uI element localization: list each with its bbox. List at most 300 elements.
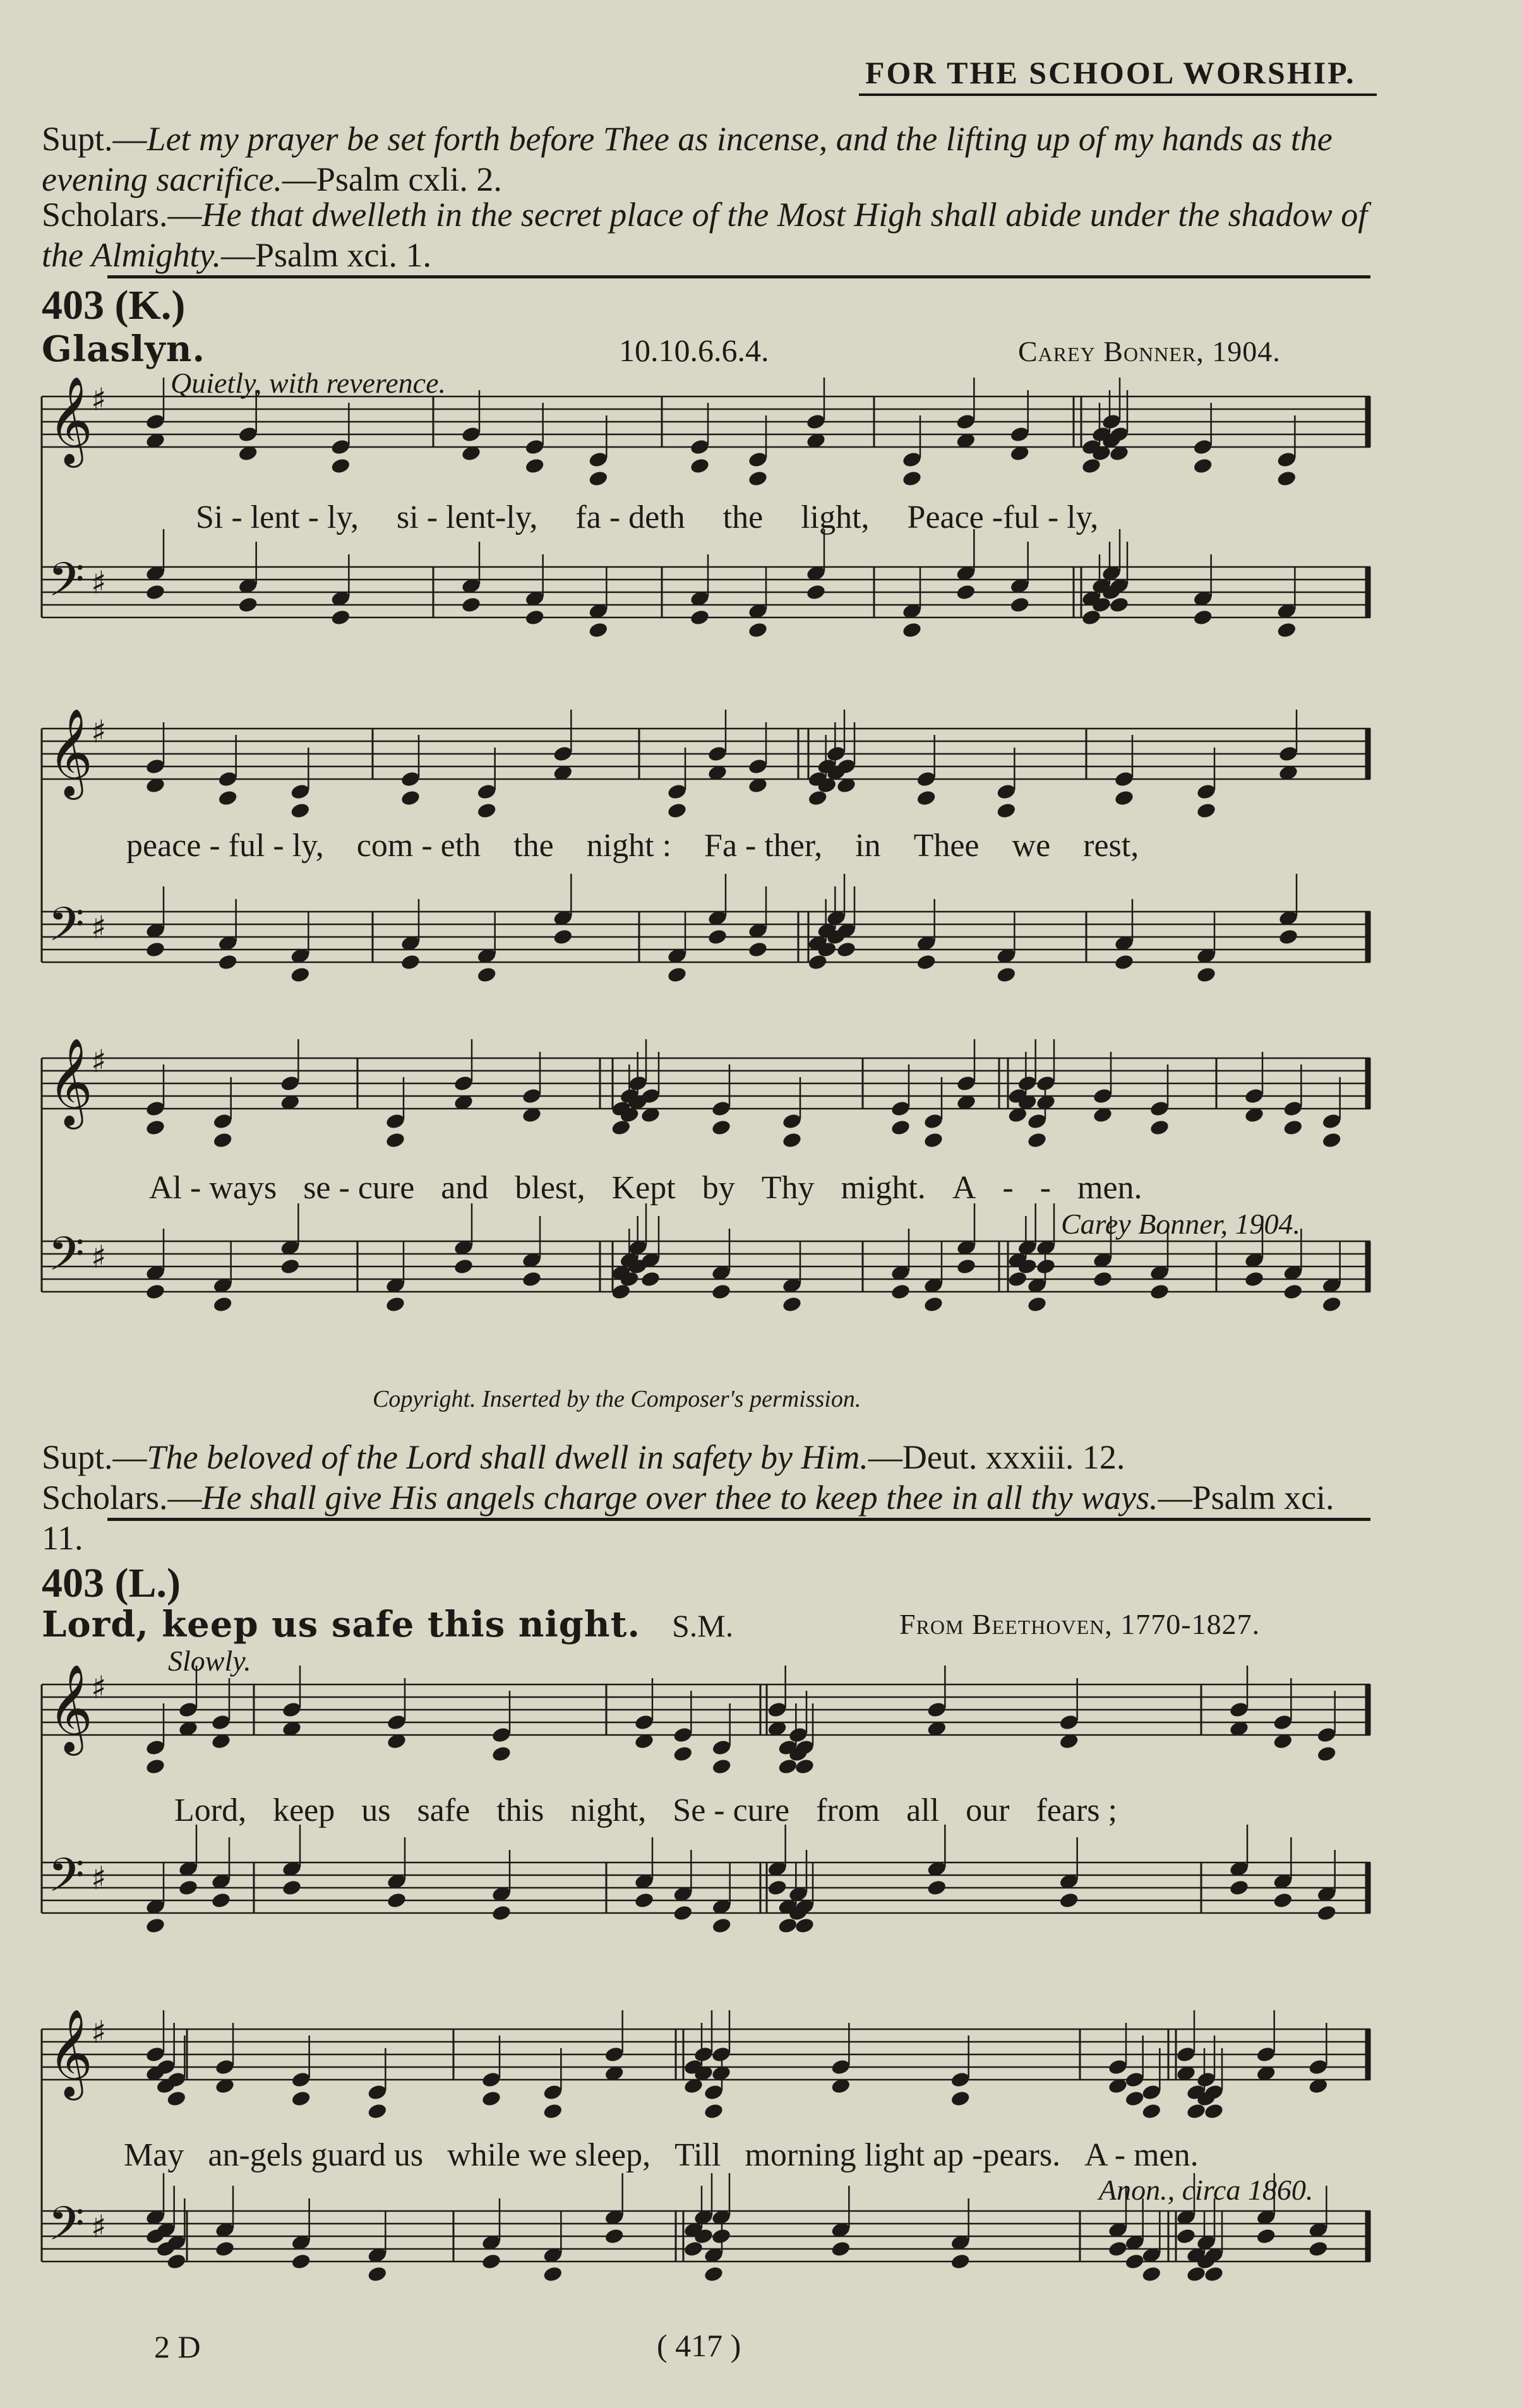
notehead <box>1316 1726 1337 1744</box>
notehead <box>1321 1131 1342 1149</box>
notehead <box>805 583 826 601</box>
notehead <box>689 609 710 626</box>
notehead <box>1243 1270 1264 1288</box>
notehead <box>177 1879 198 1897</box>
notehead <box>1092 1270 1113 1288</box>
notehead <box>460 596 481 614</box>
notehead <box>542 2083 563 2101</box>
notehead <box>145 1119 165 1136</box>
lyric-word: com - eth <box>356 828 481 864</box>
notehead <box>1149 1283 1170 1301</box>
notehead <box>923 1296 944 1313</box>
lyric-word: might. <box>841 1170 926 1206</box>
notehead <box>1321 1296 1342 1313</box>
notehead <box>1058 1714 1079 1731</box>
lyric-word: Thy <box>761 1170 815 1206</box>
notehead <box>400 953 421 971</box>
notehead <box>1009 426 1030 443</box>
treble-clef: 𝄞 <box>48 1664 93 1752</box>
lyric-word: si - lent-ly, <box>397 499 538 535</box>
notehead <box>385 1112 405 1130</box>
notehead <box>1149 1100 1170 1118</box>
notehead <box>145 2046 165 2063</box>
lyric-word: night : <box>586 828 672 864</box>
notehead <box>1308 2058 1329 2076</box>
hymn-number: 403 (L.) <box>42 1560 181 1606</box>
key-sharp: ♯ <box>91 381 107 418</box>
key-sharp: ♯ <box>91 564 107 601</box>
notehead <box>367 2265 388 2283</box>
notehead <box>923 1131 944 1149</box>
lyric-word: A - men. <box>1084 2137 1199 2173</box>
notehead <box>367 2102 388 2120</box>
notehead <box>1283 1100 1303 1118</box>
notehead <box>689 438 710 456</box>
key-sharp: ♯ <box>91 2014 107 2051</box>
tune-name: Glaslyn. <box>42 328 205 370</box>
notehead <box>640 1270 661 1288</box>
notehead <box>711 1739 732 1756</box>
notehead <box>1243 1087 1264 1105</box>
notehead <box>1192 457 1213 475</box>
notehead <box>916 789 937 807</box>
notehead <box>1192 609 1213 626</box>
bass-clef: 𝄢 <box>48 2196 85 2263</box>
lyric-word: A <box>952 1170 976 1206</box>
notehead <box>689 457 710 475</box>
lyric-word: while we sleep, <box>447 2137 651 2173</box>
notehead <box>1316 1745 1337 1763</box>
tune-name: Lord, keep us safe this night. <box>42 1604 640 1645</box>
notehead <box>290 966 311 984</box>
notehead <box>1308 2240 1329 2258</box>
notehead <box>524 609 545 626</box>
notehead <box>1058 1892 1079 1909</box>
author-signature: Anon., circa 1860. <box>1099 2174 1314 2206</box>
response-reference: Psalm cxli. 2. <box>316 160 502 198</box>
notehead <box>711 1758 732 1775</box>
bass-clef: 𝄢 <box>48 552 85 619</box>
treble-clef: 𝄞 <box>48 708 93 796</box>
notehead <box>923 1112 944 1130</box>
lyric-word: Kept <box>611 1170 676 1206</box>
notehead <box>145 1739 165 1756</box>
notehead <box>521 1270 542 1288</box>
tempo-direction: Slowly. <box>168 1645 251 1677</box>
notehead <box>1283 1119 1303 1136</box>
lyric-word: - <box>1002 1170 1014 1206</box>
notehead <box>1273 1714 1293 1731</box>
lyric-word: and <box>441 1170 489 1206</box>
lyric-word: rest, <box>1083 828 1139 864</box>
lyric-word: Lord, <box>174 1792 247 1828</box>
notehead <box>330 438 351 456</box>
notehead <box>524 457 545 475</box>
notehead <box>290 802 311 820</box>
notehead <box>666 802 687 820</box>
notehead <box>145 413 165 431</box>
notehead <box>1321 1112 1342 1130</box>
notehead <box>633 1892 654 1909</box>
notehead <box>1124 2253 1145 2270</box>
notehead <box>830 2240 851 2258</box>
lyric-word: Peace -ful - ly, <box>907 499 1099 535</box>
notehead <box>890 1283 911 1301</box>
lyric-word: peace - ful - ly, <box>126 828 324 864</box>
notehead <box>476 966 497 984</box>
notehead <box>1255 2227 1276 2245</box>
notehead <box>1195 783 1216 801</box>
notehead <box>400 789 421 807</box>
notehead <box>1278 745 1298 763</box>
notehead <box>747 621 768 639</box>
notehead <box>217 770 238 788</box>
notehead <box>1009 596 1030 614</box>
notehead <box>553 745 573 763</box>
meter: 10.10.6.6.4. <box>619 333 769 368</box>
notehead <box>491 1904 512 1922</box>
notehead <box>145 1100 165 1118</box>
lyric-word: light, <box>801 499 870 535</box>
notehead <box>707 928 728 946</box>
notehead <box>521 1087 542 1105</box>
response-text: Let my prayer be set forth before Thee as incense, and the lifting up of my hands as the evening sacrifice. <box>42 120 1333 198</box>
notehead <box>703 2083 724 2101</box>
notehead <box>781 1296 802 1313</box>
key-sharp: ♯ <box>91 1860 107 1897</box>
notehead <box>1026 1112 1047 1130</box>
lyric-word: the <box>722 499 764 535</box>
notehead <box>1278 928 1298 946</box>
notehead <box>1035 1075 1056 1092</box>
notehead <box>781 1131 802 1149</box>
notehead <box>747 758 768 775</box>
hymn-number: 403 (K.) <box>42 282 186 328</box>
notehead <box>950 2071 971 2089</box>
notehead <box>1026 1131 1047 1149</box>
notehead <box>481 2090 501 2107</box>
bass-clef: 𝄢 <box>48 897 85 963</box>
response-reference: Psalm xci. 1. <box>255 236 431 274</box>
notehead <box>217 953 238 971</box>
notehead <box>214 2058 235 2076</box>
lyric-word: Se - cure <box>673 1792 790 1828</box>
response-text: The beloved of the Lord shall dwell in safety by Him. <box>147 1438 868 1476</box>
notehead <box>1124 2071 1145 2089</box>
notehead <box>453 1258 474 1275</box>
notehead <box>666 783 687 801</box>
notehead <box>633 1714 654 1731</box>
notehead <box>673 1726 693 1744</box>
notehead <box>604 2046 625 2063</box>
lyrics-line-3 <box>149 1169 1374 1207</box>
notehead <box>237 596 258 614</box>
lyric-word: in <box>855 828 881 864</box>
notehead <box>901 470 922 487</box>
notehead <box>145 1758 165 1775</box>
composer: From Beethoven, 1770-1827. <box>899 1608 1261 1640</box>
lyric-word: Al - ways <box>149 1170 277 1206</box>
lyric-word: we <box>1012 828 1051 864</box>
speaker-supt: Supt. <box>42 1438 113 1476</box>
notehead <box>1107 2058 1128 2076</box>
notehead <box>956 413 976 431</box>
key-sharp: ♯ <box>91 1043 107 1080</box>
notehead <box>996 966 1017 984</box>
lyric-word: keep <box>273 1792 335 1828</box>
notehead <box>214 2240 235 2258</box>
lyric-word: blest, <box>515 1170 585 1206</box>
notehead <box>1092 1087 1113 1105</box>
section-rule <box>107 1518 1370 1521</box>
notehead <box>1195 802 1216 820</box>
notehead <box>830 2058 851 2076</box>
notehead <box>542 2102 563 2120</box>
notehead <box>767 1879 788 1897</box>
notehead <box>217 789 238 807</box>
response-supt-2: Supt.—The beloved of the Lord shall dwell in safety by Him.—Deut. xxxiii. 12. <box>42 1438 1125 1476</box>
treble-clef: 𝄞 <box>48 1038 93 1126</box>
notehead <box>476 783 497 801</box>
notehead <box>330 609 351 626</box>
notehead <box>710 1283 731 1301</box>
notehead <box>1273 1892 1293 1909</box>
speaker-scholars: Scholars. <box>42 196 168 234</box>
notehead <box>553 928 573 946</box>
page-number: ( 417 ) <box>657 2328 741 2363</box>
notehead <box>781 1112 802 1130</box>
notehead <box>956 1258 976 1275</box>
notehead <box>481 2071 501 2089</box>
notehead <box>145 1283 165 1301</box>
notehead <box>588 621 609 639</box>
lyric-word: - <box>1040 1170 1052 1206</box>
response-text: He shall give His angels charge over thee to keep thee in all thy ways. <box>201 1479 1158 1517</box>
response-text: He that dwelleth in the secret place of the Most High shall abide under the shadow of the Almighty. <box>42 196 1368 274</box>
key-sharp: ♯ <box>91 1669 107 1706</box>
notehead <box>703 2265 724 2283</box>
notehead <box>291 2253 311 2270</box>
lyrics-line-1 <box>196 499 1396 536</box>
notehead <box>212 1131 233 1149</box>
notehead <box>1149 1119 1170 1136</box>
lyric-word: by <box>702 1170 735 1206</box>
notehead <box>1175 2227 1196 2245</box>
notehead <box>210 1892 231 1909</box>
notehead <box>1124 2090 1145 2107</box>
key-sharp: ♯ <box>91 713 107 750</box>
speaker-supt: Supt. <box>42 120 113 158</box>
notehead <box>166 2090 187 2107</box>
bass-clef: 𝄢 <box>48 1227 85 1293</box>
page-header: FOR THE SCHOOL WORSHIP. <box>865 55 1356 90</box>
notehead <box>1141 2102 1162 2120</box>
notehead <box>916 953 937 971</box>
notehead <box>145 941 165 958</box>
notehead <box>950 2090 971 2107</box>
notehead <box>290 783 311 801</box>
lyric-word: all <box>906 1792 940 1828</box>
notehead <box>460 426 481 443</box>
notehead <box>588 470 609 487</box>
notehead <box>710 2046 731 2063</box>
notehead <box>281 1879 302 1897</box>
notehead <box>237 426 258 443</box>
notehead <box>1141 2265 1162 2283</box>
notehead <box>673 1745 693 1763</box>
notehead <box>280 1075 301 1092</box>
notehead <box>996 802 1017 820</box>
notehead <box>212 1112 233 1130</box>
notehead <box>1192 438 1213 456</box>
notehead <box>1228 1879 1249 1897</box>
lyric-word: morning light ap -pears. <box>745 2137 1061 2173</box>
lyric-word: from <box>816 1792 880 1828</box>
notehead <box>666 966 687 984</box>
lyrics-line-2 <box>126 827 1364 864</box>
notehead <box>542 2265 563 2283</box>
lyrics-line-1 <box>174 1792 1374 1829</box>
notehead <box>926 1701 947 1719</box>
notehead <box>916 770 937 788</box>
notehead <box>400 770 421 788</box>
notehead <box>673 1904 693 1922</box>
notehead <box>1141 2083 1162 2101</box>
notehead <box>901 451 922 468</box>
lyric-word: Thee <box>913 828 980 864</box>
lyric-word: us <box>361 1792 391 1828</box>
notehead <box>703 2102 724 2120</box>
composer-signature: Carey Bonner, 1904. <box>1061 1208 1301 1240</box>
lyric-word: the <box>513 828 554 864</box>
response-supt-1: Supt.—Let my prayer be set forth before Thee as incense, and the lifting up of my hands as the evening sacrifice.—Psalm cxli. 2. <box>42 120 1333 198</box>
notehead <box>710 1100 731 1118</box>
lyric-word: night, <box>570 1792 647 1828</box>
notehead <box>710 2227 731 2245</box>
key-sharp: ♯ <box>91 909 107 946</box>
tempo-direction: Quietly, with reverence. <box>171 367 446 399</box>
lyric-word: safe <box>417 1792 470 1828</box>
lyric-word: Fa - ther, <box>704 828 823 864</box>
notehead <box>145 1917 165 1934</box>
notehead <box>177 1701 198 1719</box>
notehead <box>330 457 351 475</box>
treble-clef: 𝄞 <box>48 2009 93 2097</box>
response-reference: Deut. xxxiii. 12. <box>902 1438 1125 1476</box>
notehead <box>281 1701 302 1719</box>
notehead <box>166 2253 187 2270</box>
notehead <box>1113 953 1134 971</box>
lyric-word: Till <box>674 2137 721 2173</box>
notehead <box>491 1726 512 1744</box>
notehead <box>386 1892 407 1909</box>
notehead <box>890 1100 911 1118</box>
notehead <box>1283 1283 1303 1301</box>
notehead <box>711 1917 732 1934</box>
notehead <box>291 2071 311 2089</box>
lyric-word: se - cure <box>303 1170 415 1206</box>
notehead <box>604 2227 625 2245</box>
notehead <box>367 2083 388 2101</box>
notehead <box>145 758 165 775</box>
lyric-word: fa - deth <box>575 499 685 535</box>
notehead <box>385 1131 405 1149</box>
lyric-word: an-gels guard us <box>208 2137 424 2173</box>
lyric-word: fears ; <box>1036 1792 1117 1828</box>
notehead <box>588 451 609 468</box>
notehead <box>1276 470 1297 487</box>
notehead <box>1026 1296 1047 1313</box>
notehead <box>926 1879 947 1897</box>
notehead <box>1195 966 1216 984</box>
lyric-word: our <box>966 1792 1010 1828</box>
notehead <box>710 1119 731 1136</box>
notehead <box>767 1701 788 1719</box>
signature-mark: 2 D <box>154 2329 201 2364</box>
notehead <box>1228 1701 1249 1719</box>
composer: Carey Bonner, 1904. <box>1018 335 1281 367</box>
bass-clef: 𝄢 <box>48 1848 85 1914</box>
notehead <box>996 783 1017 801</box>
lyric-word: men. <box>1077 1170 1142 1206</box>
notehead <box>386 1714 407 1731</box>
lyric-word: May <box>124 2137 184 2173</box>
notehead <box>1255 2046 1276 2063</box>
notehead <box>145 583 165 601</box>
notehead <box>901 621 922 639</box>
notehead <box>1316 1904 1337 1922</box>
notehead <box>956 583 976 601</box>
notehead <box>1035 1258 1056 1275</box>
notehead <box>1113 789 1134 807</box>
notehead <box>491 1745 512 1763</box>
notehead <box>481 2253 501 2270</box>
notehead <box>836 941 856 958</box>
notehead <box>1276 451 1297 468</box>
notehead <box>1276 621 1297 639</box>
lyrics-line-2 <box>124 2137 1362 2174</box>
notehead <box>707 745 728 763</box>
response-scholars-2: Scholars.—He shall give His angels charge over thee to keep thee in all thy ways.—Psalm xci. 11. <box>42 1479 1334 1557</box>
notehead <box>747 451 768 468</box>
notehead <box>747 941 768 958</box>
notehead <box>747 470 768 487</box>
key-sharp: ♯ <box>91 2208 107 2245</box>
notehead <box>280 1258 301 1275</box>
speaker-scholars: Scholars. <box>42 1479 168 1517</box>
meter: S.M. <box>672 1608 734 1643</box>
notehead <box>956 1075 976 1092</box>
response-reference: Psalm xci. 11. <box>42 1479 1334 1557</box>
notehead <box>950 2253 971 2270</box>
notehead <box>453 1075 474 1092</box>
notehead <box>476 802 497 820</box>
notehead <box>524 438 545 456</box>
treble-clef: 𝄞 <box>48 376 93 464</box>
notehead <box>890 1119 911 1136</box>
notehead <box>385 1296 405 1313</box>
response-scholars-1: Scholars.—He that dwelleth in the secret place of the Most High shall abide under the shadow of the Almighty.—Psalm xci. 1. <box>42 196 1368 274</box>
key-sharp: ♯ <box>91 1239 107 1275</box>
notehead <box>805 413 826 431</box>
notehead <box>1113 770 1134 788</box>
copyright-note: Copyright. Inserted by the Composer's permission. <box>373 1386 861 1412</box>
notehead <box>291 2090 311 2107</box>
notehead <box>1175 2046 1196 2063</box>
lyric-word: this <box>496 1792 544 1828</box>
notehead <box>210 1714 231 1731</box>
notehead <box>1107 2240 1128 2258</box>
